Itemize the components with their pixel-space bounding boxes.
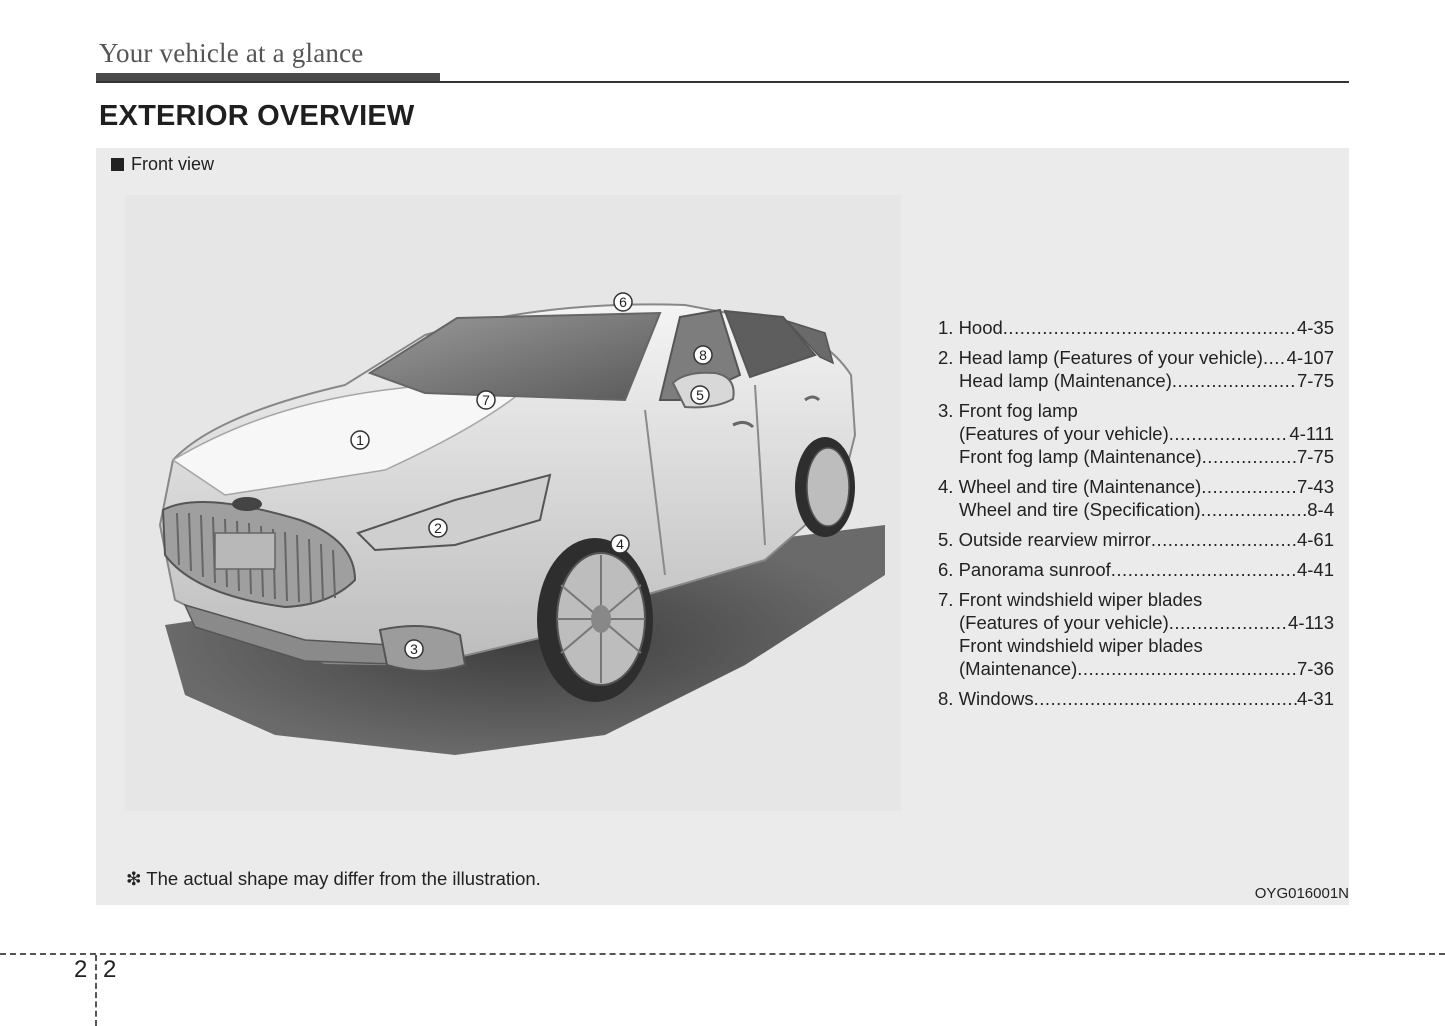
- leader-dots: [1202, 445, 1297, 468]
- legend-line: [938, 634, 1334, 657]
- footer-vertical-dashed-rule: [95, 955, 97, 1026]
- callout-5: [691, 386, 709, 404]
- legend-item-text: Front fog lamp (Maintenance): [959, 446, 1202, 467]
- car-illustration: [125, 195, 901, 811]
- legend-line: [938, 346, 1334, 369]
- legend-page-ref: 4-107: [1286, 347, 1334, 368]
- legend-item-text: (Maintenance): [959, 658, 1078, 679]
- legend-page-ref: 4-31: [1296, 688, 1334, 709]
- legend-page-ref: 4-111: [1289, 423, 1334, 444]
- car-drawing: [125, 195, 901, 811]
- view-label: [111, 154, 214, 175]
- legend-list: [938, 316, 1334, 717]
- svg-text:5: 5: [696, 387, 704, 403]
- leader-dots: [1201, 498, 1308, 521]
- legend-item-text: (Features of your vehicle): [959, 612, 1169, 633]
- page-number: 2: [103, 956, 117, 983]
- legend-line: [938, 369, 1334, 392]
- legend-page-ref: 4-61: [1296, 529, 1334, 550]
- callout-7: [477, 391, 495, 409]
- legend-line: [938, 528, 1334, 551]
- leader-dots: [1263, 346, 1287, 369]
- legend-item-text: 6. Panorama sunroof: [938, 559, 1111, 580]
- legend-page-ref: 7-75: [1296, 370, 1334, 391]
- legend-item-text: (Features of your vehicle): [959, 423, 1169, 444]
- chapter-number: 2: [74, 956, 88, 983]
- legend-item-text: 5. Outside rearview mirror: [938, 529, 1151, 550]
- svg-text:1: 1: [356, 432, 364, 448]
- legend-page-ref: 7-75: [1296, 446, 1334, 467]
- legend-entry: [938, 316, 1334, 339]
- callout-3: [405, 640, 423, 658]
- legend-line: [938, 399, 1334, 422]
- svg-text:6: 6: [619, 294, 627, 310]
- callout-8: [694, 346, 712, 364]
- legend-page-ref: 4-41: [1296, 559, 1334, 580]
- legend-line: [938, 475, 1334, 498]
- legend-item-text: Wheel and tire (Specification): [959, 499, 1201, 520]
- svg-text:2: 2: [434, 520, 442, 536]
- leader-dots: [1077, 657, 1297, 680]
- square-bullet-icon: [111, 158, 124, 171]
- svg-text:4: 4: [616, 536, 624, 552]
- leader-dots: [1169, 611, 1288, 634]
- view-label-text: Front view: [131, 154, 215, 174]
- legend-item-text: 7. Front windshield wiper blades: [938, 589, 1203, 610]
- legend-line: [938, 445, 1334, 468]
- illustration-footnote: ❇ The actual shape may differ from the illustration.: [126, 868, 541, 889]
- figure-panel: [96, 148, 1349, 905]
- leader-dots: [1151, 528, 1297, 551]
- callout-2: [429, 519, 447, 537]
- leader-dots: [1172, 369, 1297, 392]
- legend-entry: [938, 588, 1334, 680]
- legend-line: [938, 422, 1334, 445]
- legend-page-ref: 7-43: [1296, 476, 1334, 497]
- callout-4: [611, 535, 629, 553]
- image-code: OYG016001N: [1254, 885, 1349, 902]
- legend-entry: [938, 558, 1334, 581]
- legend-line: [938, 687, 1334, 710]
- legend-entry: [938, 346, 1334, 392]
- leader-dots: [1111, 558, 1297, 581]
- legend-entry: [938, 687, 1334, 710]
- legend-page-ref: 7-36: [1296, 658, 1334, 679]
- legend-item-text: 1. Hood: [938, 317, 1003, 338]
- callout-1: [351, 431, 369, 449]
- legend-item-text: Front windshield wiper blades: [959, 635, 1203, 656]
- legend-item-text: 3. Front fog lamp: [938, 400, 1078, 421]
- legend-line: [938, 588, 1334, 611]
- legend-page-ref: 8-4: [1307, 499, 1334, 520]
- legend-line: [938, 657, 1334, 680]
- legend-entry: [938, 399, 1334, 468]
- legend-line: [938, 498, 1334, 521]
- page-heading: EXTERIOR OVERVIEW: [99, 100, 415, 132]
- legend-line: [938, 611, 1334, 634]
- legend-entry: [938, 528, 1334, 551]
- header-rule-thick: [96, 73, 440, 81]
- svg-text:7: 7: [482, 392, 490, 408]
- legend-item-text: 4. Wheel and tire (Maintenance): [938, 476, 1202, 497]
- svg-text:8: 8: [699, 347, 707, 363]
- svg-text:3: 3: [410, 641, 418, 657]
- legend-item-text: 2. Head lamp (Features of your vehicle): [938, 347, 1263, 368]
- section-title: Your vehicle at a glance: [99, 38, 364, 68]
- leader-dots: [1034, 687, 1297, 710]
- leader-dots: [1201, 475, 1297, 498]
- legend-line: [938, 316, 1334, 339]
- legend-line: [938, 558, 1334, 581]
- legend-page-ref: 4-35: [1296, 317, 1334, 338]
- legend-page-ref: 4-113: [1288, 612, 1334, 633]
- callout-6: [614, 293, 632, 311]
- leader-dots: [1003, 316, 1297, 339]
- footer-dashed-rule: [0, 953, 1445, 955]
- header-rule-thin: [96, 81, 1349, 83]
- legend-item-text: 8. Windows: [938, 688, 1034, 709]
- leader-dots: [1169, 422, 1290, 445]
- legend-entry: [938, 475, 1334, 521]
- legend-item-text: Head lamp (Maintenance): [959, 370, 1172, 391]
